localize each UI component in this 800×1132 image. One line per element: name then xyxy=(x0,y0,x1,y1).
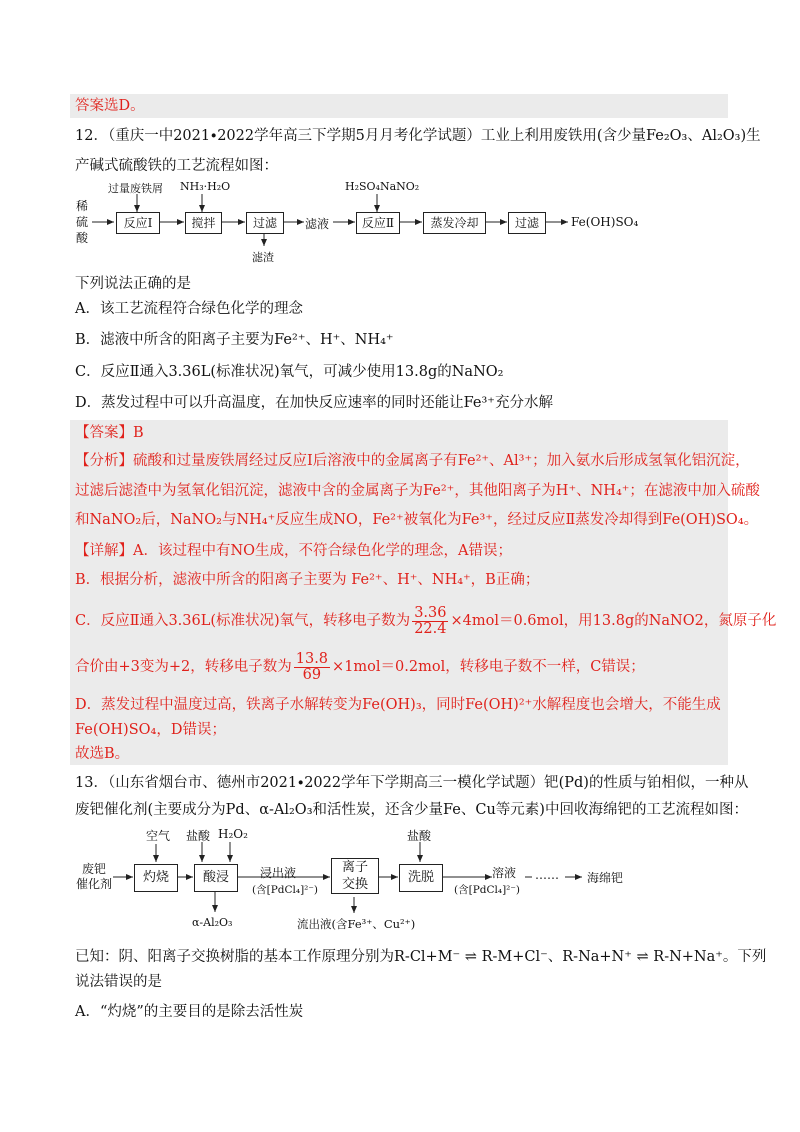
q13-stem: 13．（山东省烟台市、德州市2021∙2022学年下学期高三一模化学试题）钯(Pd)的性质与铂相似，一种从 xyxy=(75,775,749,791)
q12-detail-c-mid: ×4mol＝0.6mol xyxy=(450,613,564,629)
q12-flow-box-stir: 搅拌 xyxy=(185,212,222,234)
q12-flow-top-label-1: 过量废铁屑 xyxy=(108,182,163,195)
q12-flow-left-label: 稀 硫 酸 xyxy=(76,199,89,245)
q12-analysis-2: 过滤后滤渣中为氢氧化铝沉淀，滤液中含的金属离子为Fe²⁺，其他阳离子为H⁺、NH₄⁺；在滤液中加入硫酸 xyxy=(75,483,760,499)
q13-flow-top-label-hcl-1: 盐酸 xyxy=(186,829,211,843)
q12-flow-box-filter-1: 过滤 xyxy=(246,212,284,234)
q13-flow-top-label-air: 空气 xyxy=(146,829,171,843)
q12-flow-box-reaction-2: 反应Ⅱ xyxy=(356,212,400,234)
q12-flow-box-reaction-1: 反应Ⅰ xyxy=(116,212,160,234)
q13-flow-mid2: 溶液 xyxy=(492,866,517,880)
q12-stem-2: 产碱式硫酸铁的工艺流程如图： xyxy=(75,158,278,174)
q13-flow-product: 海绵钯 xyxy=(587,871,624,885)
q12-detail-c-post: ，用13.8g的NaNO2，氮原子化 xyxy=(563,613,777,629)
q12-option-a: A．该工艺流程符合绿色化学的理念 xyxy=(75,301,303,317)
q12-option-d: D．蒸发过程中可以升高温度，在加快反应速率的同时还能让Fe³⁺充分水解 xyxy=(75,395,553,411)
q12-detail-c2-post: ，转移电子数不一样，C错误； xyxy=(445,659,645,675)
q13-stem-2: 废钯催化剂(主要成分为Pd、α-Al₂O₃和活性炭，还含少量Fe、Cu等元素)中回收海绵钯的工艺流程如图： xyxy=(75,802,748,818)
q13-flow-top-label-hcl-2: 盐酸 xyxy=(407,829,432,843)
q13-flow-dots: …… xyxy=(535,868,559,882)
q12-option-b: B．滤液中所含的阳离子主要为Fe²⁺、H⁺、NH₄⁺ xyxy=(75,332,394,348)
q13-flow-mid1-sub: (含[PdCl₄]²⁻) xyxy=(252,884,319,896)
q13-flow-bottom-alumina: α-Al₂O₃ xyxy=(192,916,233,929)
q13-option-a: A．“灼烧”的主要目的是除去活性炭 xyxy=(75,1004,304,1020)
q13-flow-mid2-sub: (含[PdCl₄]²⁻) xyxy=(454,884,521,896)
q11-answer-tail: 答案选D。 xyxy=(75,98,145,114)
q12-answer: 【答案】B xyxy=(75,425,144,441)
fraction-numerator: 3.36 xyxy=(414,604,447,621)
fraction-numerator: 13.8 xyxy=(295,650,329,667)
q13-flow-left-label: 废钯 催化剂 xyxy=(76,862,113,891)
q13-flow-box-acid-leach: 酸浸 xyxy=(194,864,238,892)
fraction-denominator: 69 xyxy=(302,666,322,683)
q12-analysis-3: 和NaNO₂后，NaNO₂与NH₄⁺反应生成NO，Fe²⁺被氧化为Fe³⁺，经过反应Ⅱ蒸发冷却得到Fe(OH)SO₄。 xyxy=(75,512,759,528)
q12-detail-d-1: D．蒸发过程中温度过高，铁离子水解转变为Fe(OH)₃，同时Fe(OH)²⁺水解程度也会增大，不能生成 xyxy=(75,697,721,713)
q13-known: 已知：阴、阳离子交换树脂的基本工作原理分别为R-Cl+M⁻ ⇌ R-M+Cl⁻、R-Na+N⁺ ⇌ R-N+Na⁺。下列 xyxy=(75,949,767,965)
q12-stem: 12．（重庆一中2021∙2022学年高三下学期5月月考化学试题）工业上利用废铁用(含少量Fe₂O₃、Al₂O₃)生 xyxy=(75,128,761,144)
q13-flow-box-burn: 灼烧 xyxy=(134,864,178,892)
q12-detail-c2-pre: 合价由+3变为+2，转移电子数为 xyxy=(75,659,292,675)
q13-flow-bottom-effluent: 流出液(含Fe³⁺、Cu²⁺) xyxy=(297,917,416,931)
q12-flow-box-evaporate: 蒸发冷却 xyxy=(423,212,486,234)
q12-detail-c2-mid: ×1mol＝0.2mol xyxy=(332,659,446,675)
q12-detail-b: B．根据分析，滤液中所含的阳离子主要为 Fe²⁺、H⁺、NH₄⁺，B正确； xyxy=(75,572,540,588)
q12-detail-d-2: Fe(OH)SO₄，D错误； xyxy=(75,722,226,738)
q13-flow-box-elute: 洗脱 xyxy=(399,864,443,892)
q12-analysis-1: 【分析】硫酸和过量废铁屑经过反应Ⅰ后溶液中的金属离子有Fe²⁺、Al³⁺；加入氨水后形成氢氧化铝沉淀， xyxy=(75,453,750,469)
q12-detail-c-pre: C．反应Ⅱ通入3.36L(标准状况)氧气，转移电子数为 xyxy=(75,613,411,629)
q13-flow-mid1: 浸出液 xyxy=(260,866,297,880)
q12-option-c: C．反应Ⅱ通入3.36L(标准状况)氧气，可减少使用13.8g的NaNO₂ xyxy=(75,364,504,380)
q13-flow-top-label-h2o2: H₂O₂ xyxy=(218,827,248,841)
q12-conclusion: 故选B。 xyxy=(75,746,130,762)
q13-known-2: 说法错误的是 xyxy=(75,974,162,990)
q12-detail-a: 【详解】A．该过程中有NO生成，不符合绿色化学的理念，A错误； xyxy=(75,543,513,559)
fraction-denominator: 22.4 xyxy=(414,620,447,637)
q12-flow-top-label-2: NH₃·H₂O xyxy=(180,180,231,193)
q12-flow-product: Fe(OH)SO₄ xyxy=(571,215,639,229)
q12-flow-box-filter-2: 过滤 xyxy=(508,212,546,234)
q12-question: 下列说法正确的是 xyxy=(75,276,191,292)
q12-flow-top-label-3: H₂SO₄NaNO₂ xyxy=(345,180,420,193)
q12-flow-mid-text: 滤液 xyxy=(305,217,330,231)
q13-flow-box-ion-exchange: 离子 交换 xyxy=(331,858,379,894)
q12-flow-bottom-label: 滤渣 xyxy=(252,251,274,264)
